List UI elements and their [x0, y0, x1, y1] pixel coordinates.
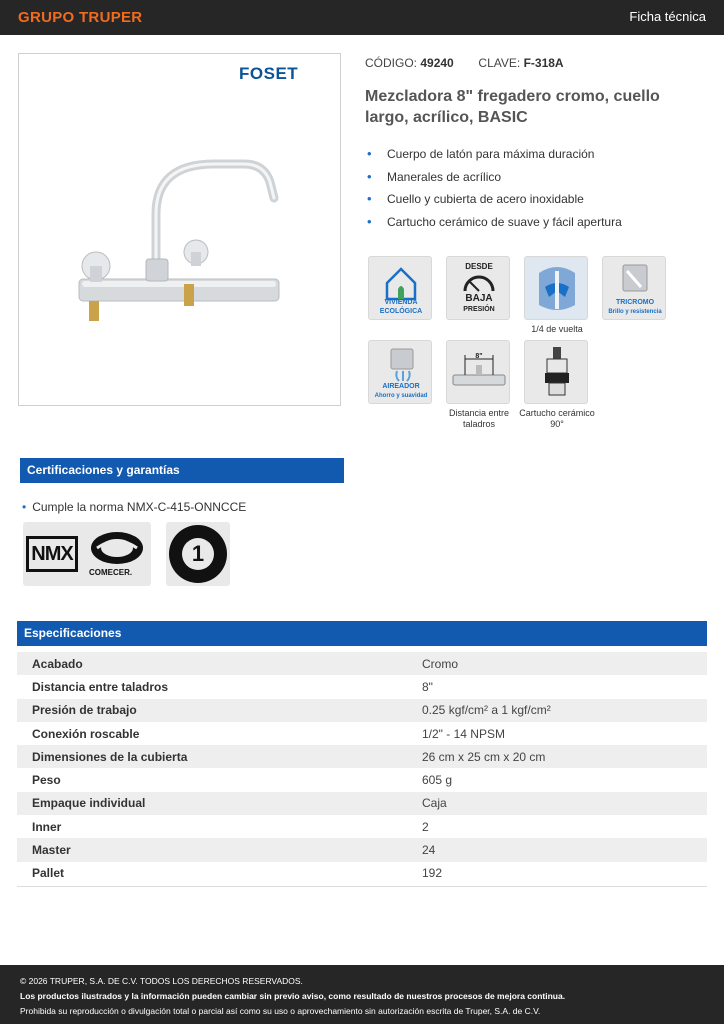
spec-label: Pallet: [32, 866, 65, 881]
code-value: 49240: [420, 56, 454, 70]
vivienda-ecologica-badge: [368, 256, 432, 320]
footer-prohibition: Prohibida su reproducción o divulgación total o parcial así como su uso o aprovechamiento sin autorización escrita de Truper, S.A. de C.V.: [20, 1006, 541, 1016]
drill-distance-icon: [447, 341, 511, 405]
table-divider: [17, 886, 707, 887]
table-row: [17, 722, 707, 745]
spec-label: Distancia entre taladros: [32, 679, 169, 694]
table-row: [17, 862, 707, 885]
table-row: [17, 652, 707, 675]
certification-item: [22, 500, 246, 514]
specifications-table: [17, 652, 707, 885]
spec-value: Cromo: [422, 652, 707, 675]
spec-label: Master: [17, 838, 422, 861]
spec-label: Inner: [32, 819, 62, 834]
cartridge-icon: [525, 341, 589, 405]
badge-label: ECOLÓGICA: [379, 308, 423, 315]
badge-measure: 8": [475, 353, 483, 360]
feature-item: • Cuerpo de latón para máxima duración: [365, 146, 622, 169]
certification-logos: [23, 522, 151, 586]
feature-item: • Cuello y cubierta de acero inoxidable: [365, 191, 622, 214]
spec-value: 2: [422, 819, 429, 834]
spec-label: Acabado: [17, 652, 422, 675]
badge-label: Brillo y resistencia: [608, 309, 662, 315]
document-type: Ficha técnica: [629, 9, 706, 24]
spec-label: Presión de trabajo: [17, 699, 422, 722]
warranty-number: 1: [191, 541, 205, 566]
distancia-badge: [446, 340, 510, 404]
spec-value: 26 cm x 25 cm x 20 cm: [422, 745, 707, 768]
badge-label: VIVIENDA: [384, 299, 418, 306]
cartucho-caption: Cartucho cerámico 90°: [519, 408, 595, 429]
specifications-heading: Especificaciones: [17, 621, 707, 646]
top-bar: [0, 0, 724, 35]
footer-copyright: © 2026 TRUPER, S.A. DE C.V. TODOS LOS DERECHOS RESERVADOS.: [20, 976, 303, 986]
feature-item: • Manerales de acrílico: [365, 169, 622, 192]
warranty-badge: [166, 522, 230, 586]
table-row: [17, 838, 707, 861]
key-value: F-318A: [523, 56, 564, 70]
quarter-turn-icon: [525, 257, 589, 321]
spec-label: Conexión roscable: [32, 726, 140, 741]
spec-value: Caja: [422, 792, 707, 815]
footer-notice: Los productos ilustrados y la información pueden cambiar sin previo aviso, como resultado de nuestros procesos de mejora continua.: [20, 991, 566, 1001]
faucet-image: [74, 154, 294, 334]
spec-value: 0.25 kgf/cm² a 1 kgf/cm²: [422, 699, 707, 722]
table-row: [17, 699, 707, 722]
spec-label: Peso: [32, 773, 61, 788]
table-row: [17, 815, 707, 838]
feature-item: • Cartucho cerámico de suave y fácil apertura: [365, 214, 622, 237]
bullet-icon: •: [22, 500, 27, 514]
comecer-icon: [87, 528, 147, 568]
quarter-turn-caption: 1/4 de vuelta: [531, 324, 583, 334]
badge-label: TRICROMO: [615, 299, 655, 306]
spec-value: 8": [422, 679, 433, 694]
product-image-frame: [18, 53, 341, 406]
spec-value: 605 g: [422, 773, 453, 788]
nmx-logo: NMX: [26, 536, 78, 572]
spec-label: Empaque individual: [17, 792, 422, 815]
badge-label: BAJA: [465, 293, 493, 304]
quarter-turn-badge: [524, 256, 588, 320]
distancia-caption: Distancia entre taladros: [448, 408, 510, 429]
badge-label: DESDE: [465, 262, 493, 271]
certification-text: Cumple la norma NMX-C-415-ONNCCE: [32, 500, 247, 514]
foset-logo: FOSET: [239, 64, 299, 83]
spec-value: 192: [422, 866, 443, 881]
brand-logo: GRUPO TRUPER: [18, 9, 143, 26]
spec-value: 24: [422, 838, 707, 861]
spec-value: 1/2" - 14 NPSM: [422, 726, 505, 741]
key-label: CLAVE:: [478, 56, 521, 70]
badge-label: Ahorro y suavidad: [374, 393, 428, 399]
spec-label: Dimensiones de la cubierta: [17, 745, 422, 768]
cartucho-badge: [524, 340, 588, 404]
tricromo-badge: [602, 256, 666, 320]
badge-label: PRESIÓN: [463, 306, 495, 313]
footer: [0, 965, 724, 1024]
aireador-badge: [368, 340, 432, 404]
badge-label: AIREADOR: [382, 383, 420, 390]
certifications-heading: Certificaciones y garantías: [20, 458, 344, 483]
baja-presion-badge: [446, 256, 510, 320]
feature-list: [365, 146, 622, 236]
table-row: [17, 675, 707, 698]
comecer-logo: COMECER.: [89, 568, 133, 577]
table-row: [17, 792, 707, 815]
product-codes: [365, 56, 564, 70]
table-row: [17, 768, 707, 791]
product-title: Mezcladora 8" fregadero cromo, cuello largo, acrílico, BASIC: [365, 88, 660, 126]
table-row: [17, 745, 707, 768]
code-label: CÓDIGO:: [365, 56, 418, 70]
